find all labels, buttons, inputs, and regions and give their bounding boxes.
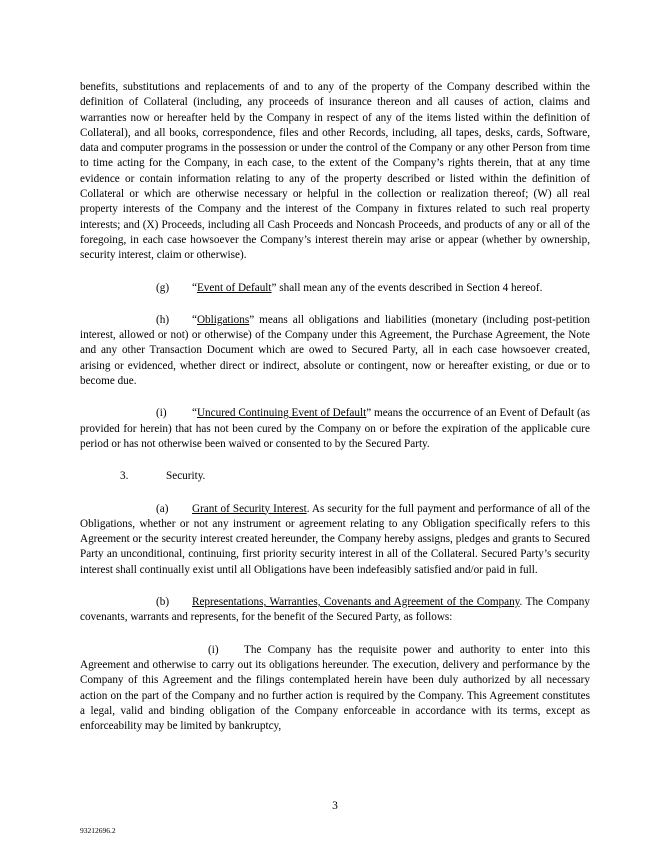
clause-number: (i) — [156, 407, 167, 420]
paragraph-collateral-continued: benefits, substitutions and replacements of and to any of the property of the Company described within the definition of Collateral (including, any proceeds of insurance thereon and all causes of action, claims and warranties now or hereafter held by the Company in respect of any of the items listed within the definition of Collateral), and all books, correspondence, files and other Records, including, all tapes, desks, cards, Software, data and computer programs in the possession or under the control of the Company or any other Person from time to time acting for the Company, in each case, to the extent of the Company’s rights therein, that at any time evidence or contain information relating to any of the property described or listed within the definition of Collateral or which are otherwise necessary or helpful in the collection or realization thereof; (W) all real property interests of the Company and the interest of the Company in fixtures related to such real property interests; and (X) Proceeds, including all Cash Proceeds and Noncash Proceeds, and products of any or all of the foregoing, in each case howsoever the Company’s interest therein may arise or appear (whether by ownership, security interest, claim or otherwise). — [80, 81, 590, 262]
page-number: 3 — [332, 800, 338, 812]
subclause-text: The Company has the requisite power and authority to enter into this Agreement and otherwise to carry out its obligations hereunder. The execution, delivery and performance by the Company of this Agreement and the filings contemplated herein have been duly authorized by all necessary action on the part of the Company and no further action is required by the Company. This Agreement constitutes a legal, valid and binding obligation of the Company enforceable in accordance with its terms, except as enforceability may be limited by bankruptcy, — [80, 643, 590, 733]
clause-number: (b) — [156, 596, 170, 609]
section-title: Security. — [166, 470, 206, 483]
definition-text: ” means all obligations and liabilities (monetary (including post-petition interest, allowed or not) or otherwise) of the Company under this Agreement, the Purchase Agreement, the Note and any other Transaction Document which are owed to Secured Party, all in each case howsoever created, arising or evidenced, whether direct or indirect, absolute or contingent, now or hereafter existing, or due or to become due. — [80, 313, 590, 388]
defined-term: Obligations — [196, 313, 250, 326]
definition-uncured-event-of-default: (i) “Uncured Continuing Event of Default” means the occurrence of an Event of Default (as provided for herein) that has not been cured by the Company on or before the expiration of the applicable cure period or has not otherwise been waived or consented to by the Secured Party. — [80, 407, 590, 450]
clause-heading: Representations, Warranties, Covenants and Agreement of the Company — [192, 596, 520, 609]
clause-number: (a) — [156, 502, 169, 515]
defined-term: Event of Default — [196, 281, 272, 294]
clause-heading: Grant of Security Interest — [192, 502, 307, 515]
definition-text: ” means the occurrence of an Event of Default (as provided for herein) that has not been cured by the Company on or before the expiration of the applicable cure period or has not otherwise been waived or consented to by the Secured Party. — [80, 407, 590, 450]
section-number: 3. — [120, 470, 129, 483]
definition-text: ” shall mean any of the events described in Section 4 hereof. — [271, 281, 543, 294]
section-3-heading — [80, 469, 590, 484]
subclause-power-and-authority — [80, 643, 590, 735]
definition-obligations: (h) “Obligations” means all obligations and liabilities (monetary (including post-petition interest, allowed or not) or otherwise) of the Company under this Agreement, the Purchase Agreement, the Note and any other Transaction Document which are owed to Secured Party, all in each case howsoever created, arising or evidenced, whether direct or indirect, absolute or contingent, now or hereafter existing, or due or to become due. — [80, 313, 590, 388]
clause-text: . The Company covenants, warrants and represents, for the benefit of the Secured Party, as follows: — [80, 596, 590, 624]
clause-representations-warranties — [80, 595, 590, 626]
defined-term: Uncured Continuing Event of Default — [196, 407, 367, 420]
clause-number: (g) — [156, 281, 170, 294]
subclause-number: (i) — [208, 643, 219, 656]
clause-grant-of-security-interest — [80, 502, 590, 578]
definition-event-of-default: (g) “Event of Default” shall mean any of the events described in Section 4 hereof. — [80, 281, 590, 296]
clause-number: (h) — [156, 313, 170, 326]
document-body — [80, 80, 590, 751]
clause-text: . As security for the full payment and performance of all of the Obligations, whether or not any instrument or agreement relating to any Obligation specifically refers to this Agreement or the security interest created hereunder, the Company hereby assigns, pledges and grants to Secured Party an unconditional, continuing, first priority security interest in all of the Collateral. Secured Party’s security interest shall continually exist until all Obligations have been indefeasibly satisfied and/or paid in full. — [80, 502, 590, 576]
document-id: 93212696.2 — [80, 826, 116, 835]
